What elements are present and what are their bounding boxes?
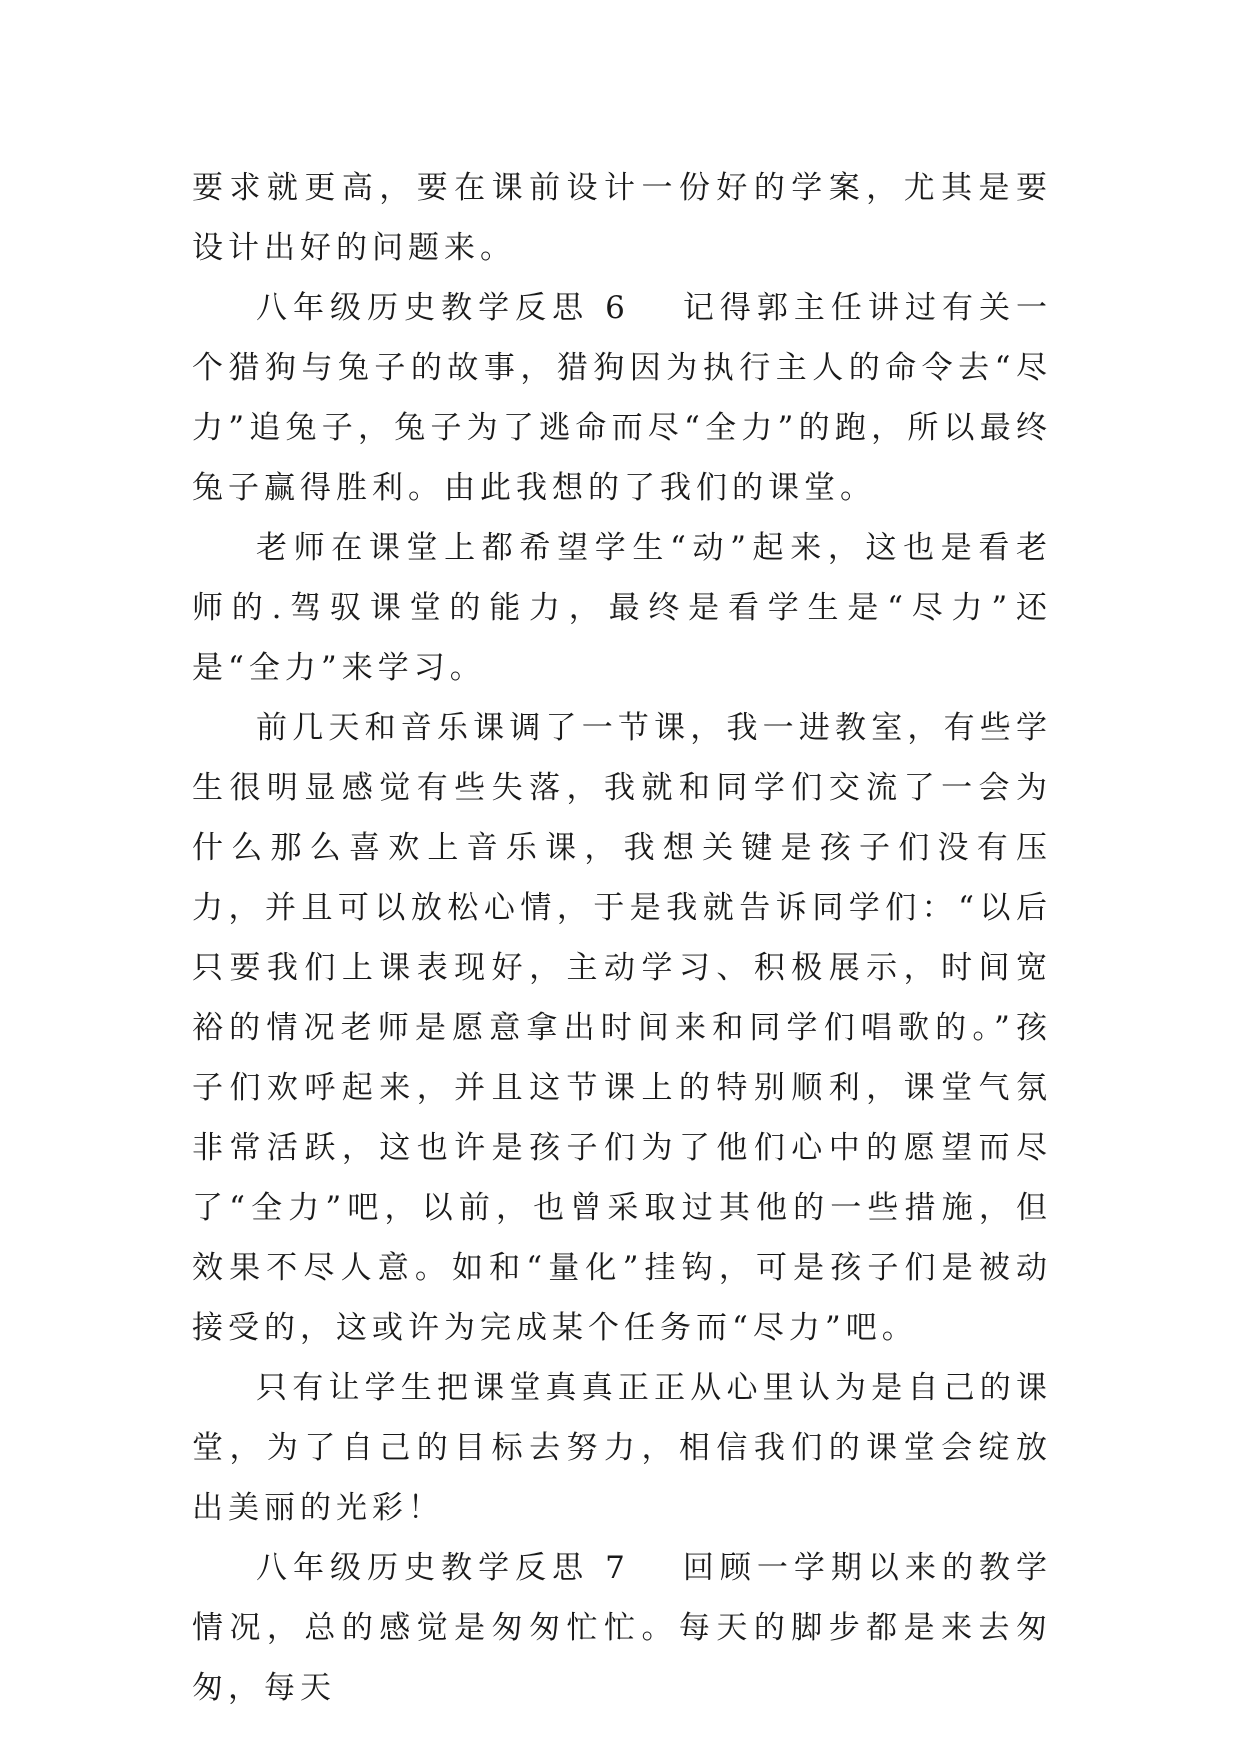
paragraph-text: 要求就更高，要在课前设计一份好的学案，尤其是要设计出好的问题来。 <box>192 170 1052 266</box>
paragraph-text: 只有让学生把课堂真真正正从心里认为是自己的课堂，为了自己的目标去努力，相信我们的课堂会绽放出美丽的光彩！ <box>192 1370 1052 1526</box>
section-heading: 八年级历史教学反思 7 <box>256 1550 630 1586</box>
section-heading: 八年级历史教学反思 6 <box>256 290 630 326</box>
document-body <box>192 158 1052 1718</box>
paragraph-conclusion <box>192 1358 1052 1538</box>
paragraph-teacher-expectation <box>192 518 1052 698</box>
paragraph-text: 回顾一学期以来的教学情况，总的感觉是匆匆忙忙。每天的脚步都是来去匆匆，每天 <box>192 1550 1053 1706</box>
paragraph-text: 记得郭主任讲过有关一个猎狗与兔子的故事，猎狗因为执行主人的命令去“尽力”追兔子，兔子为了逃命而尽“全力”的跑，所以最终兔子赢得胜利。由此我想的了我们的课堂。 <box>192 290 1053 506</box>
paragraph-music-class <box>192 698 1052 1358</box>
paragraph-reflection-7 <box>192 1538 1052 1718</box>
paragraph-text: 前几天和音乐课调了一节课，我一进教室，有些学生很明显感觉有些失落，我就和同学们交流了一会为什么那么喜欢上音乐课，我想关键是孩子们没有压力，并且可以放松心情，于是我就告诉同学们：“以后只要我们上课表现好，主动学习、积极展示，时间宽裕的情况老师是愿意拿出时间来和同学们唱歌的。”孩子们欢呼起来，并且这节课上的特别顺利，课堂气氛非常活跃，这也许是孩子们为了他们心中的愿望而尽了“全力”吧，以前，也曾采取过其他的一些措施，但效果不尽人意。如和“量化”挂钩，可是孩子们是被动接受的，这或许为完成某个任务而“尽力”吧。 <box>192 710 1052 1346</box>
paragraph-text: 老师在课堂上都希望学生“动”起来，这也是看老师的.驾驭课堂的能力，最终是看学生是“尽力”还是“全力”来学习。 <box>192 530 1052 686</box>
paragraph-continuation <box>192 158 1052 278</box>
paragraph-reflection-6 <box>192 278 1052 518</box>
